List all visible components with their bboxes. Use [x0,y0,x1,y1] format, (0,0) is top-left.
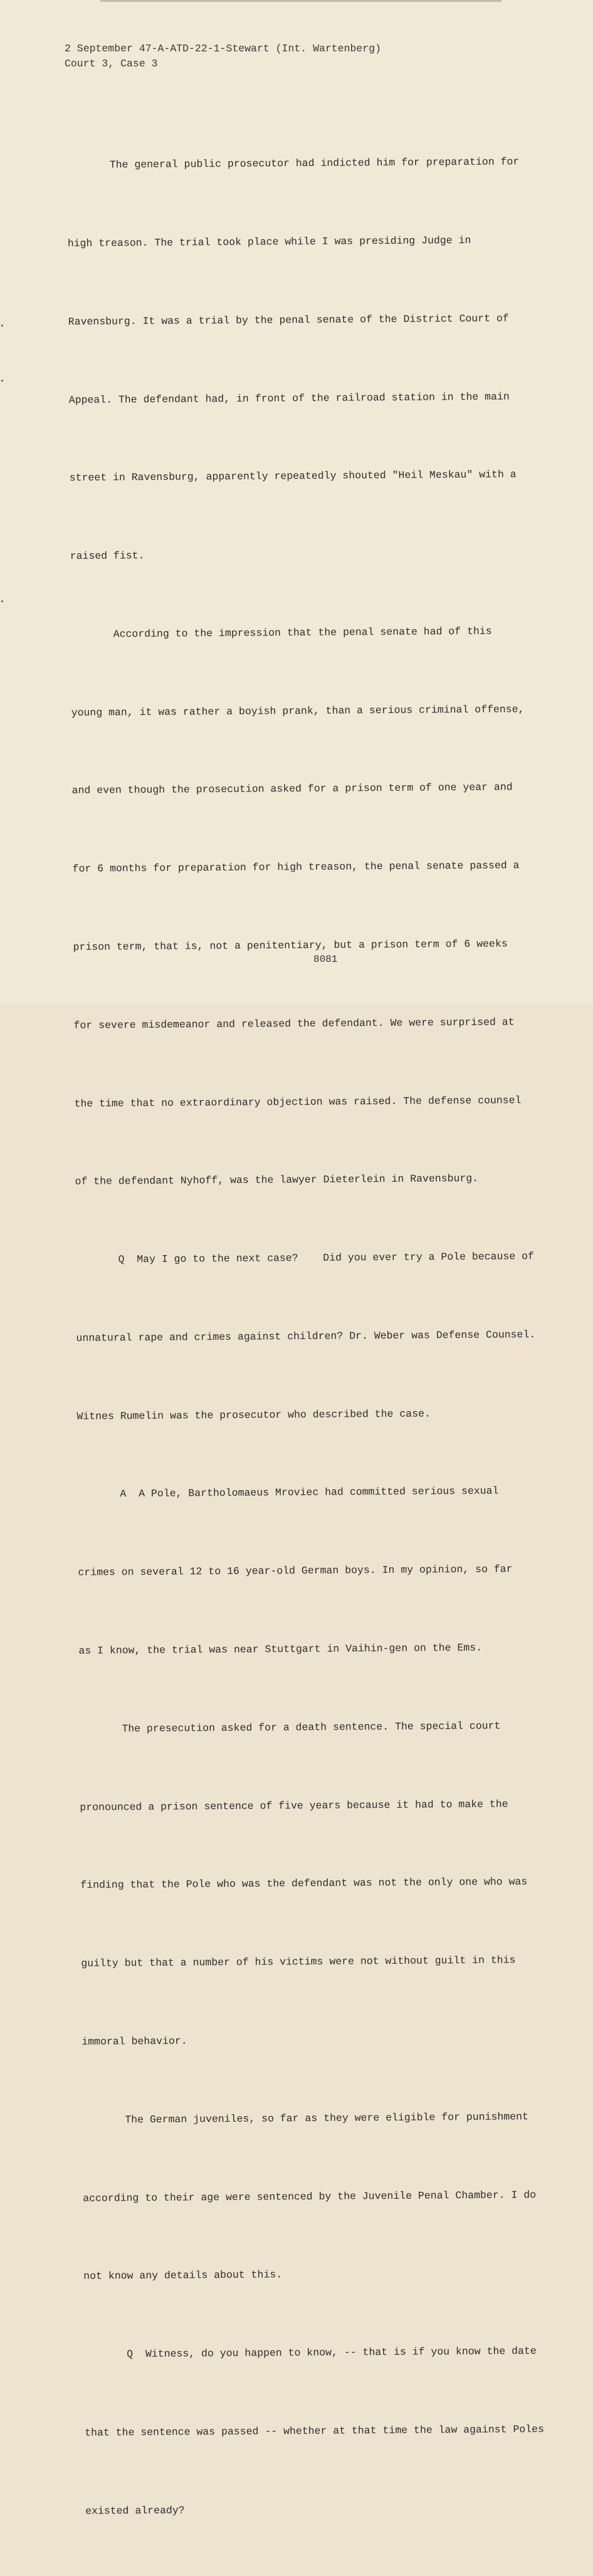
answer-line: A A Pole, Bartholomaeus Mroviec had committed serious sexual [120,1485,499,1500]
scan-speck [1,380,3,382]
text-line: for severe misdemeanor and released the defendant. We were surprised at [73,1016,515,1031]
transcript-body [66,96,581,2576]
text-line: unnatural rape and crimes against children? Dr. Weber was Defense Counsel. [76,1328,536,1344]
text-line: existed already? [85,2504,185,2517]
scan-speck [1,600,3,602]
header-line-1: 2 September 47-A-ATD-22-1-Stewart (Int. Wartenberg) [65,43,381,55]
text-line: of the defendant Nyhoff, was the lawyer Dieterlein in Ravensburg. [75,1172,479,1188]
text-line: street in Ravensburg, apparently repeatedly shouted "Heil Meskau" with a [69,468,517,484]
scan-speck [1,325,3,326]
header-line-2: Court 3, Case 3 [65,58,158,70]
text-line: and even though the prosecution asked for a prison term of one year and [71,781,513,797]
text-line: raised fist. [70,550,145,563]
document-header [65,41,381,71]
text-line: according to their age were sentenced by the Juvenile Penal Chamber. I do [83,2188,537,2204]
text-line: The German juveniles, so far as they were eligible for punishment [125,2110,528,2126]
text-line: Ravensburg. It was a trial by the penal senate of the District Court of [68,312,509,328]
page-number: 8081 [313,954,338,965]
text-line: for 6 months for preparation for high treason, the penal senate passed a [72,859,520,875]
text-line: as I know, the trial was near Stuttgart in Vaihin-gen on the Ems. [78,1641,483,1657]
text-line: high treason. The trial took place while I was presiding Judge in [67,234,471,249]
text-line: young man, it was rather a boyish prank, than a serious criminal offense, [71,702,525,719]
text-line: pronounced a prison sentence of five years because it had to make the [80,1798,508,1813]
text-line: guilty but that a number of his victims were not without guilt in this [81,1954,516,1970]
text-line: immoral behavior. [81,2035,187,2048]
text-line: crimes on several 12 to 16 year-old German boys. In my opinion, so far [78,1563,513,1579]
scan-top-edge [100,0,501,2]
text-line: prison term, that is, not a penitentiary, but a prison term of 6 weeks [73,937,508,953]
text-line: Appeal. The defendant had, in front of the railroad station in the main [68,390,510,406]
text-line: The presecution asked for a death sentence. The special court [122,1719,501,1735]
text-line: The general public prosecutor had indicted him for preparation for [109,155,520,171]
text-line: finding that the Pole who was the defendant was not the only one who was [80,1875,528,1892]
question-line: Q May I go to the next case? Did you ever try a Pole because of [118,1250,535,1266]
text-line: According to the impression that the penal senate had of this [113,625,492,640]
question-line: Q Witness, do you happen to know, -- that is if you know the date [127,2345,537,2360]
text-line: that the sentence was passed -- whether at that time the law against Poles [85,2422,545,2439]
text-line: Witnes Rumelin was the prosecutor who described the case. [76,1407,431,1422]
text-line: the time that no extraordinary objection was raised. The defense counsel [74,1093,522,1110]
text-line: not know any details about this. [83,2268,283,2283]
